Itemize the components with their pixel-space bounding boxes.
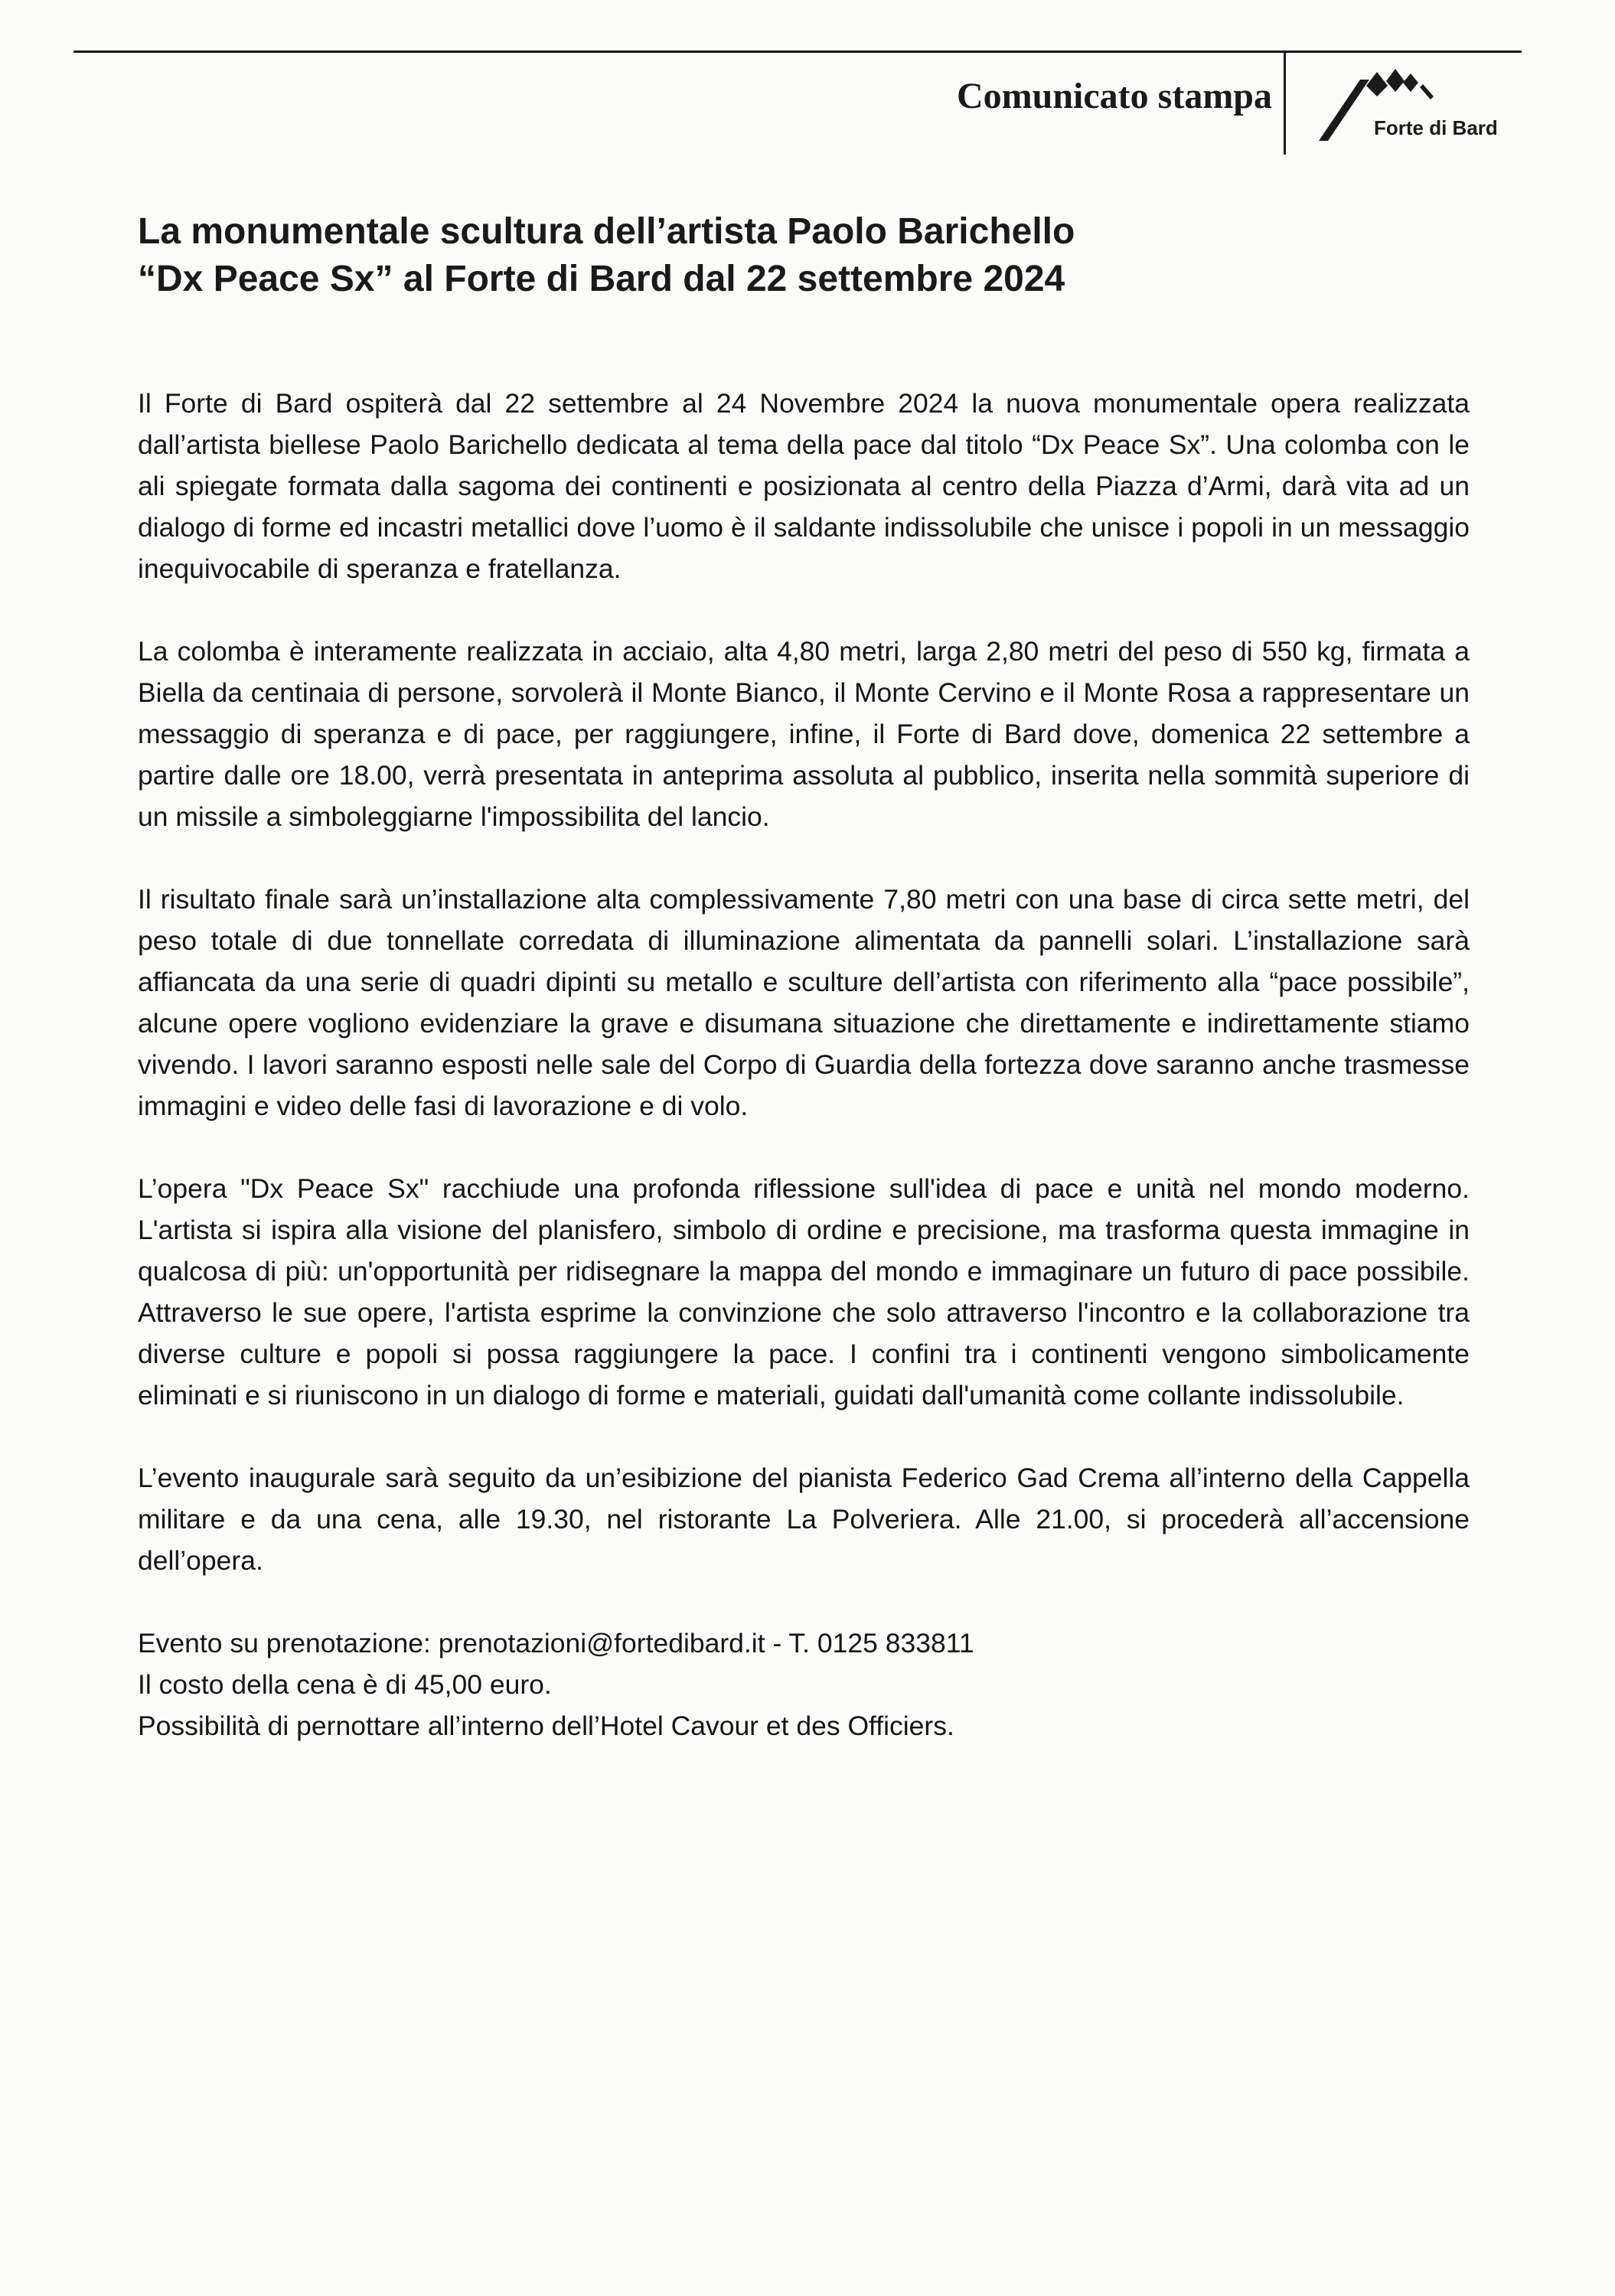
header-divider xyxy=(1284,51,1286,155)
paragraph-reflection: L’opera "Dx Peace Sx" racchiude una profonda riflessione sull'idea di pace e unità nel mondo moderno. L'artista si ispira alla visione del planisfero, simbolo di ordine e precisione, ma trasforma questa immagine in qualcosa di più: un'opportunità per ridisegnare la mappa del mondo e immaginare un futuro di pace possibile. Attraverso le sue opere, l'artista esprime la convinzione che solo attraverso l'incontro e la collaborazione tra diverse culture e popoli si possa raggiungere la pace. I confini tra i continenti vengono simbolicamente eliminati e si riuniscono in un dialogo di forme e materiali, guidati dall'umanità come collante indissolubile. xyxy=(138,1173,1470,1411)
logo-text: Forte di Bard xyxy=(1374,116,1498,139)
contact-info xyxy=(138,1623,1470,1746)
booking-line: Evento su prenotazione: prenotazioni@fortedibard.it - T. 0125 833811 xyxy=(138,1628,974,1658)
hotel-line: Possibilità di pernottare all’interno dell’Hotel Cavour et des Officiers. xyxy=(138,1711,954,1741)
title-line-1: La monumentale scultura dell’artista Paolo Barichello xyxy=(138,211,1075,252)
header-top-rule xyxy=(73,51,1522,53)
paragraph-dove: La colomba è interamente realizzata in acciaio, alta 4,80 metri, larga 2,80 metri del peso di 550 kg, firmata a Biella da centinaia di persone, sorvolerà il Monte Bianco, il Monte Cervino e il Monte Rosa a rappresentare un messaggio di speranza e di pace, per raggiungere, infine, il Forte di Bard dove, domenica 22 settembre a partire dalle ore 18.00, verrà presentata in anteprima assoluta al pubblico, inserita nella sommità superiore di un missile a simboleggiarne l'impossibilita del lancio. xyxy=(138,636,1470,832)
paragraph-intro: Il Forte di Bard ospiterà dal 22 settembre al 24 Novembre 2024 la nuova monumentale opera realizzata dall’artista biellese Paolo Barichello dedicata al tema della pace dal titolo “Dx Peace Sx”. Una colomba con le ali spiegate formata dalla sagoma dei continenti e posizionata al centro della Piazza d’Armi, darà vita ad un dialogo di forme ed incastri metallici dove l’uomo è il saldante indissolubile che unisce i popoli in un messaggio inequivocabile di speranza e fratellanza. xyxy=(138,388,1470,584)
forte-di-bard-logo xyxy=(1313,63,1512,147)
paragraph-installation: Il risultato finale sarà un’installazione alta complessivamente 7,80 metri con una base di circa sette metri, del peso totale di due tonnellate corredata di illuminazione alimentata da pannelli solari. L’installazione sarà affiancata da una serie di quadri dipinti su metallo e sculture dell’artista con riferimento alla “pace possibile”, alcune opere vogliono evidenziare la grave e disumana situazione che direttamente e indirettamente stiamo vivendo. I lavori saranno esposti nelle sale del Corpo di Guardia della fortezza dove saranno anche trasmesse immagini e video delle fasi di lavorazione e di volo. xyxy=(138,884,1470,1121)
page-title xyxy=(138,208,1500,303)
title-line-2: “Dx Peace Sx” al Forte di Bard dal 22 settembre 2024 xyxy=(138,259,1065,299)
dinner-cost-line: Il costo della cena è di 45,00 euro. xyxy=(138,1669,552,1700)
body-text xyxy=(138,383,1470,1746)
header-label: Comunicato stampa xyxy=(956,76,1272,116)
paragraph-event: L’evento inaugurale sarà seguito da un’esibizione del pianista Federico Gad Crema all’interno della Cappella militare e da una cena, alle 19.30, nel ristorante La Polveriera. Alle 21.00, si procederà all’accensione dell’opera. xyxy=(138,1463,1470,1576)
